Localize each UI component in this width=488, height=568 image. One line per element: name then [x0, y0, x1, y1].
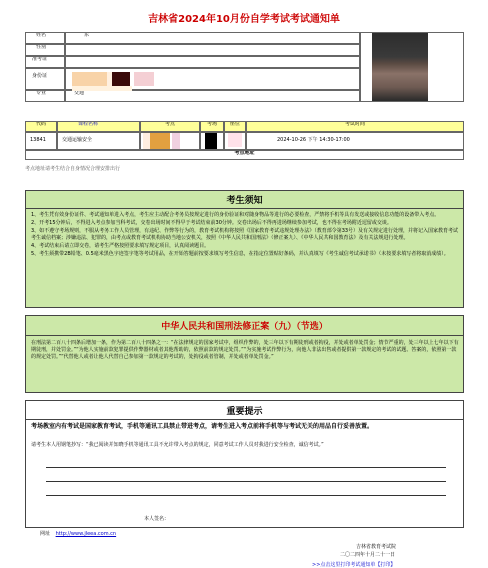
redacted-venue-1	[143, 133, 150, 149]
col-header-code: 代码	[25, 121, 57, 132]
footer-date: 二〇二四年十月二十一日	[340, 552, 396, 558]
venue-address-label: 考点地址	[25, 150, 464, 160]
id-label: 身份证	[25, 68, 65, 90]
major-value: 交通	[65, 90, 360, 102]
redacted-room	[205, 133, 217, 149]
page-title: 吉林省2024年10月份自学考试考试通知单	[148, 14, 340, 25]
col-header-room: 考场	[200, 121, 224, 132]
important-notice-box	[25, 400, 464, 528]
gender-label: 性别	[25, 44, 65, 56]
admission-label: 准考证	[25, 56, 65, 68]
rule-paragraph: 5、考生须携带2B铅笔、0.5毫米黑色字迹签字笔等考试用品，在开始答题前按要求填写考生信息，在指定位置贴好条码，并认真填写《考生诚信考试承诺书》（未按要求填写者将取消成绩）。	[31, 251, 449, 257]
col-header-seat: 座位	[224, 121, 246, 132]
exam-rules-title: 考生须知	[26, 193, 463, 209]
exam-rules-box	[25, 190, 464, 308]
criminal-law-title: 中华人民共和国刑法修正案（九）（节选）	[26, 319, 463, 336]
footer-org: 吉林省教育考试院	[356, 544, 397, 550]
important-notice-title: 重要提示	[26, 404, 463, 420]
redacted-id-1	[72, 72, 107, 86]
notice-line: 考点地址请考生结合自身情况合理安排出行	[25, 166, 121, 172]
col-header-course: 课程名称	[57, 121, 140, 132]
name-value: 东	[65, 32, 360, 44]
gender-value	[65, 44, 360, 56]
website-label: 网址	[40, 531, 51, 537]
law-paragraph: 在刑法第二百八十四条后增加一条，作为第二百八十四条之一：“在法律规定的国家考试中，组织作弊的，处三年以下有期徒刑或者拘役，并处或者单处罚金；情节严重的，处三年以上七年以下有期徒刑，并处罚金。”“为他人实施前款犯罪提供作弊器材或者其他帮助的，依照前款的规定处罚。”“为实施考试作弊行为，向他人非法出售或者提供第一款规定的考试的试题、答案的，依照第一款的规定处罚。”“代替他人或者让他人代替自己参加第一款规定的考试的，处拘役或者管制，并处或者单处罚金。”	[31, 340, 459, 360]
redacted-id-5	[72, 86, 132, 91]
criminal-law-body	[31, 340, 459, 362]
cell-time: 2024-10-26 下午 14:30-17:00	[246, 132, 464, 150]
redacted-seat	[228, 133, 242, 147]
signature-label: 本人签名：	[144, 516, 170, 522]
redacted-photo	[372, 33, 428, 101]
col-header-venue: 考点	[140, 121, 200, 132]
rule-paragraph: 4、考试结束后请立即交卷，请考生严格按照要求填写规定项目，认真阅读题目。	[31, 243, 210, 249]
print-link[interactable]: >>点击这里打印考试通知单【打印】	[312, 562, 396, 568]
important-notice-prompt: 请考生本人用钢笔抄写：“我已阅读并知晓手机等通讯工具不允许带入考点的规定，同意考试工作人员对我进行安全检查，诚信考试。”	[31, 442, 324, 448]
admission-value	[65, 56, 360, 68]
website-link[interactable]: http://www.jleea.com.cn	[55, 531, 117, 537]
copy-line-2[interactable]	[46, 481, 446, 482]
criminal-law-box	[25, 315, 464, 393]
exam-rules-body	[31, 212, 459, 259]
rule-paragraph: 1、考生凭有效身份证件、考试通知单进入考点，考生应主动配合考务员按规定进行的身份验证和对随身物品等进行的必要检查，严禁将手机等具有发送或接收信息功能的设备带入考点。	[31, 212, 440, 218]
copy-line-3[interactable]	[46, 495, 446, 496]
redacted-id-3	[112, 72, 130, 86]
footer-website	[40, 530, 116, 537]
redacted-venue-2	[150, 133, 170, 149]
cell-course: 交通运输安全	[57, 132, 140, 150]
rule-paragraph: 2、开考15分钟后，不得进入考点参加当科考试，交卷出场时间不得早于考试结束前30分钟。交卷出场后不得再进场继续参加考试，也不得在考场附近逗留或交谈。	[31, 220, 392, 226]
name-label: 姓名	[25, 32, 65, 44]
rule-paragraph: 3、如不遵守考场规则，不服从考务工作人员管理，有违纪、作弊等行为的，教育考试机构将按照《国家教育考试违规处理办法》（教育部令第33号）及有关规定进行处理，并将记入国家教育考试考生诚信档案；涉嫌违法、犯罪的，由考点或教育考试机构协助当地公安机关，按照《中华人民共和国刑法》（修正案九）、《中华人民共和国教育法》及有关法规进行处理。	[31, 228, 459, 241]
cell-code: 13841	[25, 132, 57, 150]
redacted-id-4	[134, 72, 154, 86]
important-notice-bold: 考场教室内有考试是国家教育考试，手机等通讯工具禁止带进考点，请考生进入考点前将手机等与考试无关的用品自行妥善放置。	[31, 423, 374, 430]
copy-line-1[interactable]	[46, 467, 446, 468]
redacted-venue-3	[172, 133, 180, 149]
col-header-time: 考试时间	[246, 121, 464, 132]
major-label: 专业	[25, 90, 65, 102]
